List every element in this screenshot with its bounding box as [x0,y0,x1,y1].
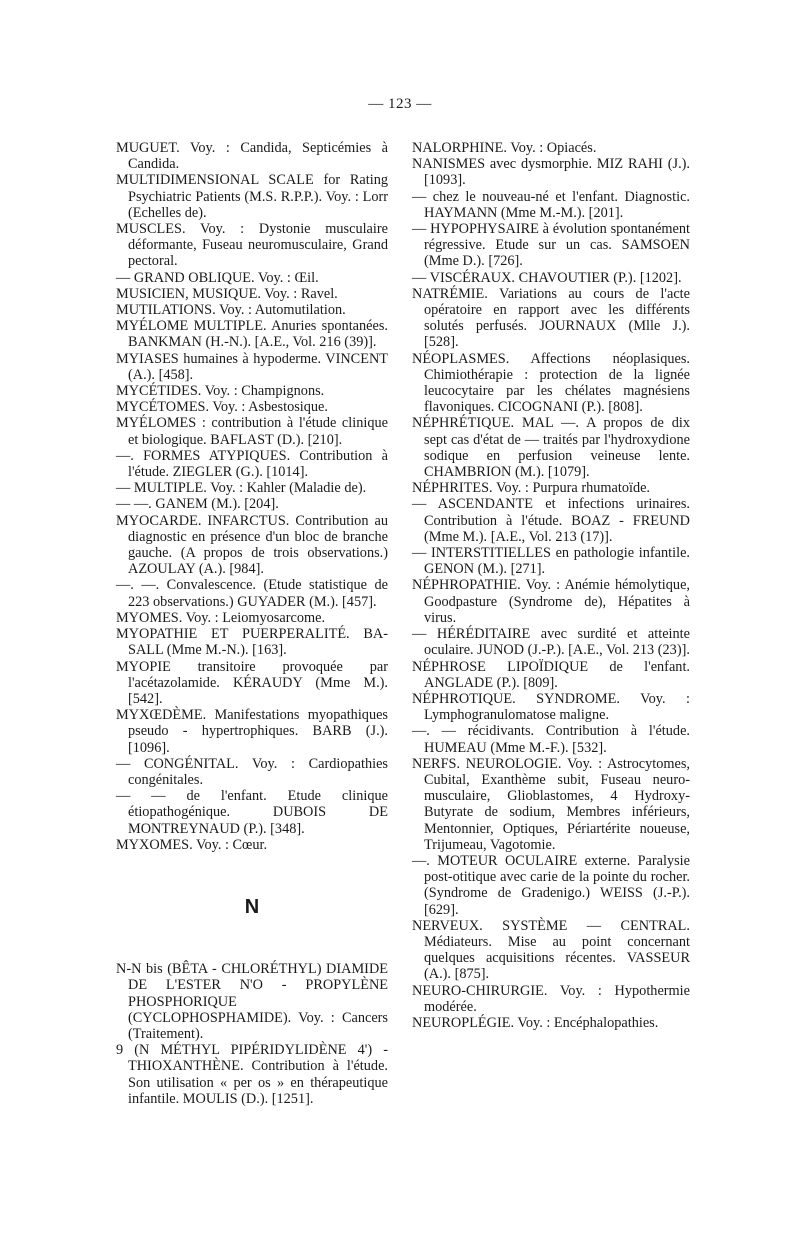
index-entry: NERVEUX. SYSTÈME — CENTRAL. Médiateurs. Mise au point concernant quelques acquisitions récentes. VASSEUR (A.). [875]. [412,917,690,983]
index-entry: —. — récidivants. Contribution à l'étude. HUMEAU (Mme M.-F.). [532]. [412,723,690,756]
index-entry: — —. GANEM (M.). [204]. [116,496,279,513]
entries-group-m [116,140,388,853]
index-entry: MYOPIE transitoire provoquée par l'acétazolamide. KÉRAUDY (Mme M.). [542]. [116,658,388,707]
index-entry: —. MOTEUR OCULAIRE externe. Paralysie post-otitique avec carie de la pointe du rocher. (Syndrome de Gradenigo.) WEISS (J.-P.). [629]. [412,852,690,918]
index-entry: MYOMES. Voy. : Leiomyosarcome. [116,609,326,626]
index-entry: — ASCENDANTE et infections urinaires. Contribution à l'étude. BOAZ - FREUND (Mme M.). [A.E., Vol. 213 (17)]. [412,496,690,545]
index-column-right [412,140,690,1031]
index-entry: N-N bis (BÊTA - CHLORÉTHYL) DIAMIDE DE L'ESTER N'O - PROPYLÈNE PHOSPHORIQUE (CYCLOPHOSPHAMIDE). Voy. : Cancers (Traitement). [116,961,388,1042]
index-entry: NÉPHROPATHIE. Voy. : Anémie hémolytique, Goodpasture (Syndrome de), Hépatites à virus. [412,577,690,626]
index-entry: NEURO-CHIRURGIE. Voy. : Hypothermie modérée. [412,982,690,1015]
index-entry: MUSCLES. Voy. : Dystonie musculaire déformante, Fuseau neuromusculaire, Grand pectoral. [116,221,388,270]
index-entry: — HÉRÉDITAIRE avec surdité et atteinte oculaire. JUNOD (J.-P.). [A.E., Vol. 213 (23)]. [412,626,690,659]
index-entry: — CONGÉNITAL. Voy. : Cardiopathies congénitales. [116,755,388,788]
index-entry: NÉPHROSE LIPOÏDIQUE de l'enfant. ANGLADE (P.). [809]. [412,658,690,691]
index-entry: MUSICIEN, MUSIQUE. Voy. : Ravel. [116,285,338,302]
index-entry: MYXŒDÈME. Manifestations myopathiques pseudo - hypertrophiques. BARB (J.). [1096]. [116,707,388,756]
index-entry: — MULTIPLE. Voy. : Kahler (Maladie de). [116,480,367,497]
index-entry: MYOCARDE. INFARCTUS. Contribution au diagnostic en présence d'un bloc de branche gauche. (A propos de trois observations.) AZOULAY (A.). [984]. [116,512,388,578]
index-entry: NANISMES avec dysmorphie. MIZ RAHI (J.). [1093]. [412,156,690,189]
index-entry: MYCÉTOMES. Voy. : Asbestosique. [116,399,328,416]
index-entry: MYÉLOMES : contribution à l'étude clinique et biologique. BAFLAST (D.). [210]. [116,415,388,448]
index-entry: MUGUET. Voy. : Candida, Septicémies à Candida. [116,140,388,173]
index-entry: — VISCÉRAUX. CHAVOUTIER (P.). [1202]. [412,269,682,286]
index-entry: MYIASES humaines à hypoderme. VINCENT (A.). [458]. [116,350,388,383]
index-entry: NATRÉMIE. Variations au cours de l'acte opératoire en rapport avec les différents solutés perfusés. JOURNAUX (Mlle J.). [528]. [412,285,690,351]
index-column-left [116,140,388,1107]
index-entry: NERFS. NEUROLOGIE. Voy. : Astrocytomes, Cubital, Exanthème subit, Fuseau neuro-musculaire, Glioblastomes, 4 Hydroxy-Butyrate de sodium, Membres inférieurs, Mentonnier, Optiques, Périartérite noueuse, Trijumeau, Vagotomie. [412,755,690,853]
index-entry: —. FORMES ATYPIQUES. Contribution à l'étude. ZIEGLER (G.). [1014]. [116,447,388,481]
index-entry: NEUROPLÉGIE. Voy. : Encéphalopathies. [412,1014,659,1031]
index-entry: NÉPHRITES. Voy. : Purpura rhumatoïde. [412,480,651,497]
index-entry: MULTIDIMENSIONAL SCALE for Rating Psychiatric Patients (M.S. R.P.P.). Voy. : Lorr (Echelles de). [116,172,388,221]
index-entry: 9 (N MÉTHYL PIPÉRIDYLIDÈNE 4') - THIOXANTHÈNE. Contribution à l'étude. Son utilisation « per os » en thérapeutique infantile. MOULIS (D.). [1251]. [116,1042,388,1107]
index-entry: MYCÉTIDES. Voy. : Champignons. [116,383,325,400]
index-entry: MYXOMES. Voy. : Cœur. [116,836,268,853]
index-entry: — — de l'enfant. Etude clinique étiopathogénique. DUBOIS DE MONTREYNAUD (P.). [348]. [116,788,388,837]
index-entry: NÉPHRÉTIQUE. MAL —. A propos de dix sept cas d'état de — traités par l'hydroxydione sodique en perfusion veineuse lente. CHAMBRION (M.). [1079]. [412,415,690,481]
index-entry: — HYPOPHYSAIRE à évolution spontanément régressive. Etude sur un cas. SAMSOEN (Mme D.). [726]. [412,221,690,270]
page-number: — 123 — [368,96,432,112]
index-entry: MUTILATIONS. Voy. : Automutilation. [116,302,346,319]
index-entry: MYÉLOME MULTIPLE. Anuries spontanées. BANKMAN (H.-N.). [A.E., Vol. 216 (39)]. [116,318,388,351]
index-entry: NÉOPLASMES. Affections néoplasiques. Chimiothérapie : protection de la lignée leucocytaire par les chélates magnésiens flavoniques. CICOGNANI (P.). [808]. [412,350,690,416]
index-entry: NALORPHINE. Voy. : Opiacés. [412,140,597,156]
entries-group-n [116,961,388,1107]
index-entry: — chez le nouveau-né et l'enfant. Diagnostic. HAYMANN (Mme M.-M.). [201]. [412,188,690,221]
index-entry: — GRAND OBLIQUE. Voy. : Œil. [116,269,319,286]
index-entry: MYOPATHIE ET PUERPERALITÉ. BA-SALL (Mme M.-N.). [163]. [116,626,388,659]
index-entry: —. —. Convalescence. (Etude statistique de 223 observations.) GUYADER (M.). [457]. [116,577,388,610]
section-letter-heading: N [244,895,260,918]
index-entry: NÉPHROTIQUE. SYNDROME. Voy. : Lymphogranulomatose maligne. [412,690,690,724]
index-entry: — INTERSTITIELLES en pathologie infantile. GENON (M.). [271]. [412,545,690,578]
